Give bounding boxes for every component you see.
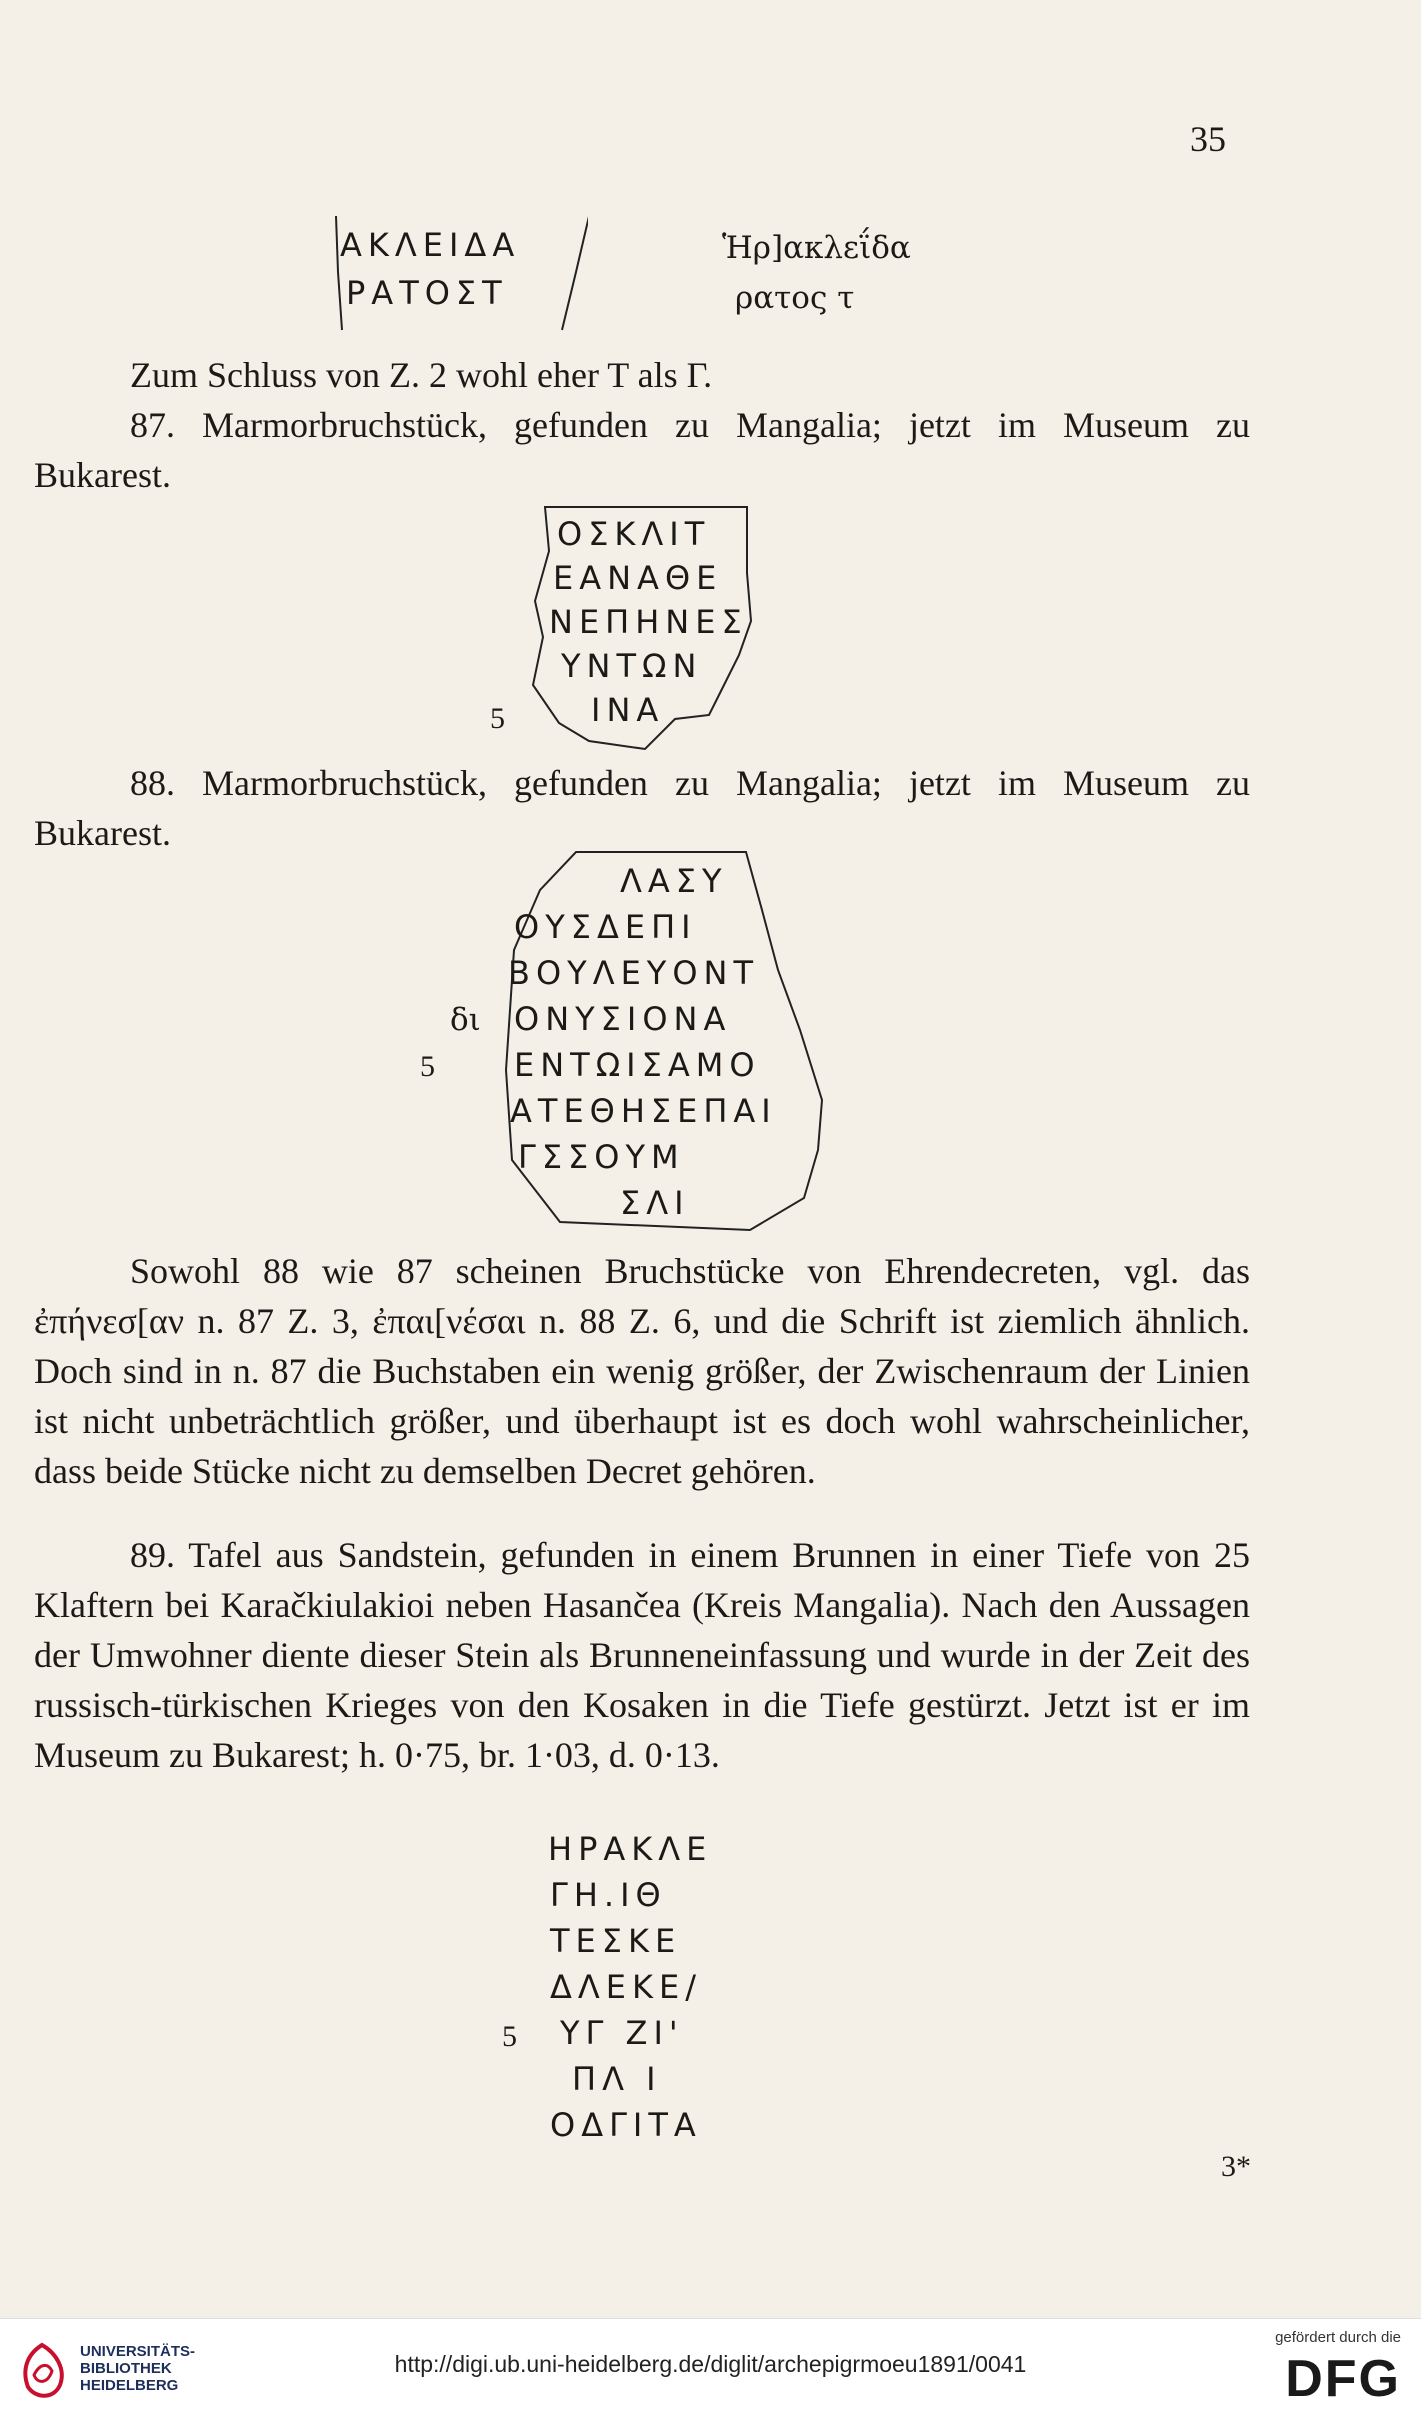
frag88-line-7: ΓΣΣΟΥΜ	[518, 1138, 685, 1176]
inscription-line-2: ΡΑΤΟΣΤ	[346, 274, 508, 312]
insc89-line-2: ΓΗ.ΙΘ	[550, 1876, 667, 1914]
viewer-footer	[0, 2318, 1421, 2423]
inscription-heraklida	[328, 212, 588, 334]
frag88-line-5: ΕΝΤΩΙΣΑΜΟ	[514, 1046, 761, 1084]
sponsor-note: gefördert durch die	[1275, 2329, 1401, 2346]
frag88-line-3: ΒΟΥΛΕΥΟΝΤ	[508, 954, 760, 992]
signature-mark: 3*	[1221, 2150, 1251, 2183]
frag88-line-1: ΛΑΣΥ	[620, 862, 728, 900]
frag87-line-4: ΥΝΤΩΝ	[561, 647, 703, 685]
frag88-line-2: ΟΥΣΔΕΠΙ	[514, 908, 697, 946]
note-schluss: Zum Schluss von Z. 2 wohl eher T als Γ.	[130, 355, 713, 395]
paragraph-88: 88. Marmorbruchstück, gefunden zu Mangalia; jetzt im Museum zu Bukarest.	[34, 763, 1250, 853]
insc89-line-7: ΟΔΓΙΤΑ	[550, 2106, 702, 2144]
paragraph-89: 89. Tafel aus Sandstein, gefunden in einem Brunnen in einer Tiefe von 25 Klaftern bei Karačkiulakioi neben Hasančea (Kreis Mangalia). Nach den Aussagen der Umwohner diente dieser Stein als Brunneneinfassung und wurde in der Zeit des russisch-türkischen Krieges von den Kosaken in die Tiefe gestürzt. Jetzt ist er im Museum zu Bukarest; h. 0·75, br. 1·03, d. 0·13.	[34, 1535, 1250, 1775]
frag87-line-5: ΙΝΑ	[591, 691, 665, 729]
insc89-line-1: ΗΡΑΚΛΕ	[548, 1830, 713, 1868]
dfg-logo: DFG	[1285, 2350, 1401, 2408]
insc89-line-5: ΥΓ ΖΙ'	[560, 2014, 684, 2052]
library-line-2: BIBLIOTHEK	[80, 2360, 172, 2377]
inscription-line-1: ΑΚΛΕΙΔΑ	[340, 226, 521, 264]
transcription-line-2: ρατος τ	[735, 280, 855, 316]
paragraph-87: 87. Marmorbruchstück, gefunden zu Mangalia; jetzt im Museum zu Bukarest.	[34, 405, 1250, 495]
frag87-line-1: ΟΣΚΛΙΤ	[557, 515, 711, 553]
insc89-line-number: 5	[502, 2020, 517, 2053]
fragment-88-drawing	[500, 850, 840, 1235]
frag88-line-6: ΑΤΕΘΗΣΕΠΑΙ	[510, 1092, 777, 1130]
paragraph-sowohl: Sowohl 88 wie 87 scheinen Bruchstücke von Ehrendecreten, vgl. das ἐπήνεσ[αν n. 87 Z. 3, ἐπαι[νέσαι n. 88 Z. 6, und die Schrift ist ziemlich ähnlich. Doch sind in n. 87 die Buchstaben ein wenig größer, der Zwischenraum der Linien ist nicht unbeträchtlich größer, und überhaupt ist es doch wohl wahrscheinlicher, dass beide Stücke nicht zu demselben Decret gehören.	[34, 1251, 1250, 1491]
frag88-line-8: ΣΛΙ	[620, 1184, 690, 1222]
frag88-line-number: 5	[420, 1050, 435, 1083]
library-line-3: HEIDELBERG	[80, 2377, 179, 2394]
frag87-line-number: 5	[490, 702, 505, 735]
inscription-89	[548, 1830, 808, 2150]
frag88-line-4: ΟΝΥΣΙΟΝΑ	[514, 1000, 732, 1038]
fragment-87-drawing	[525, 505, 755, 765]
page-number: 35	[1190, 119, 1226, 159]
frag87-line-2: ΕΑΝΑΘΕ	[553, 559, 723, 597]
insc89-line-4: ΔΛΕΚΕ/	[550, 1968, 702, 2006]
insc89-line-3: ΤΕΣΚΕ	[550, 1922, 682, 1960]
library-line-1: UNIVERSITÄTS-	[80, 2343, 196, 2360]
frag87-line-3: ΝΕΠΗΝΕΣ	[549, 603, 748, 641]
transcription-line-1: Ἡρ]ακλεΐδα	[722, 230, 911, 266]
permalink[interactable]: http://digi.ub.uni-heidelberg.de/diglit/archepigrmoeu1891/0041	[394, 2351, 1027, 2377]
insc89-line-6: ΠΛ Ι	[572, 2060, 662, 2098]
frag88-marginal-note: δι	[450, 1002, 481, 1038]
